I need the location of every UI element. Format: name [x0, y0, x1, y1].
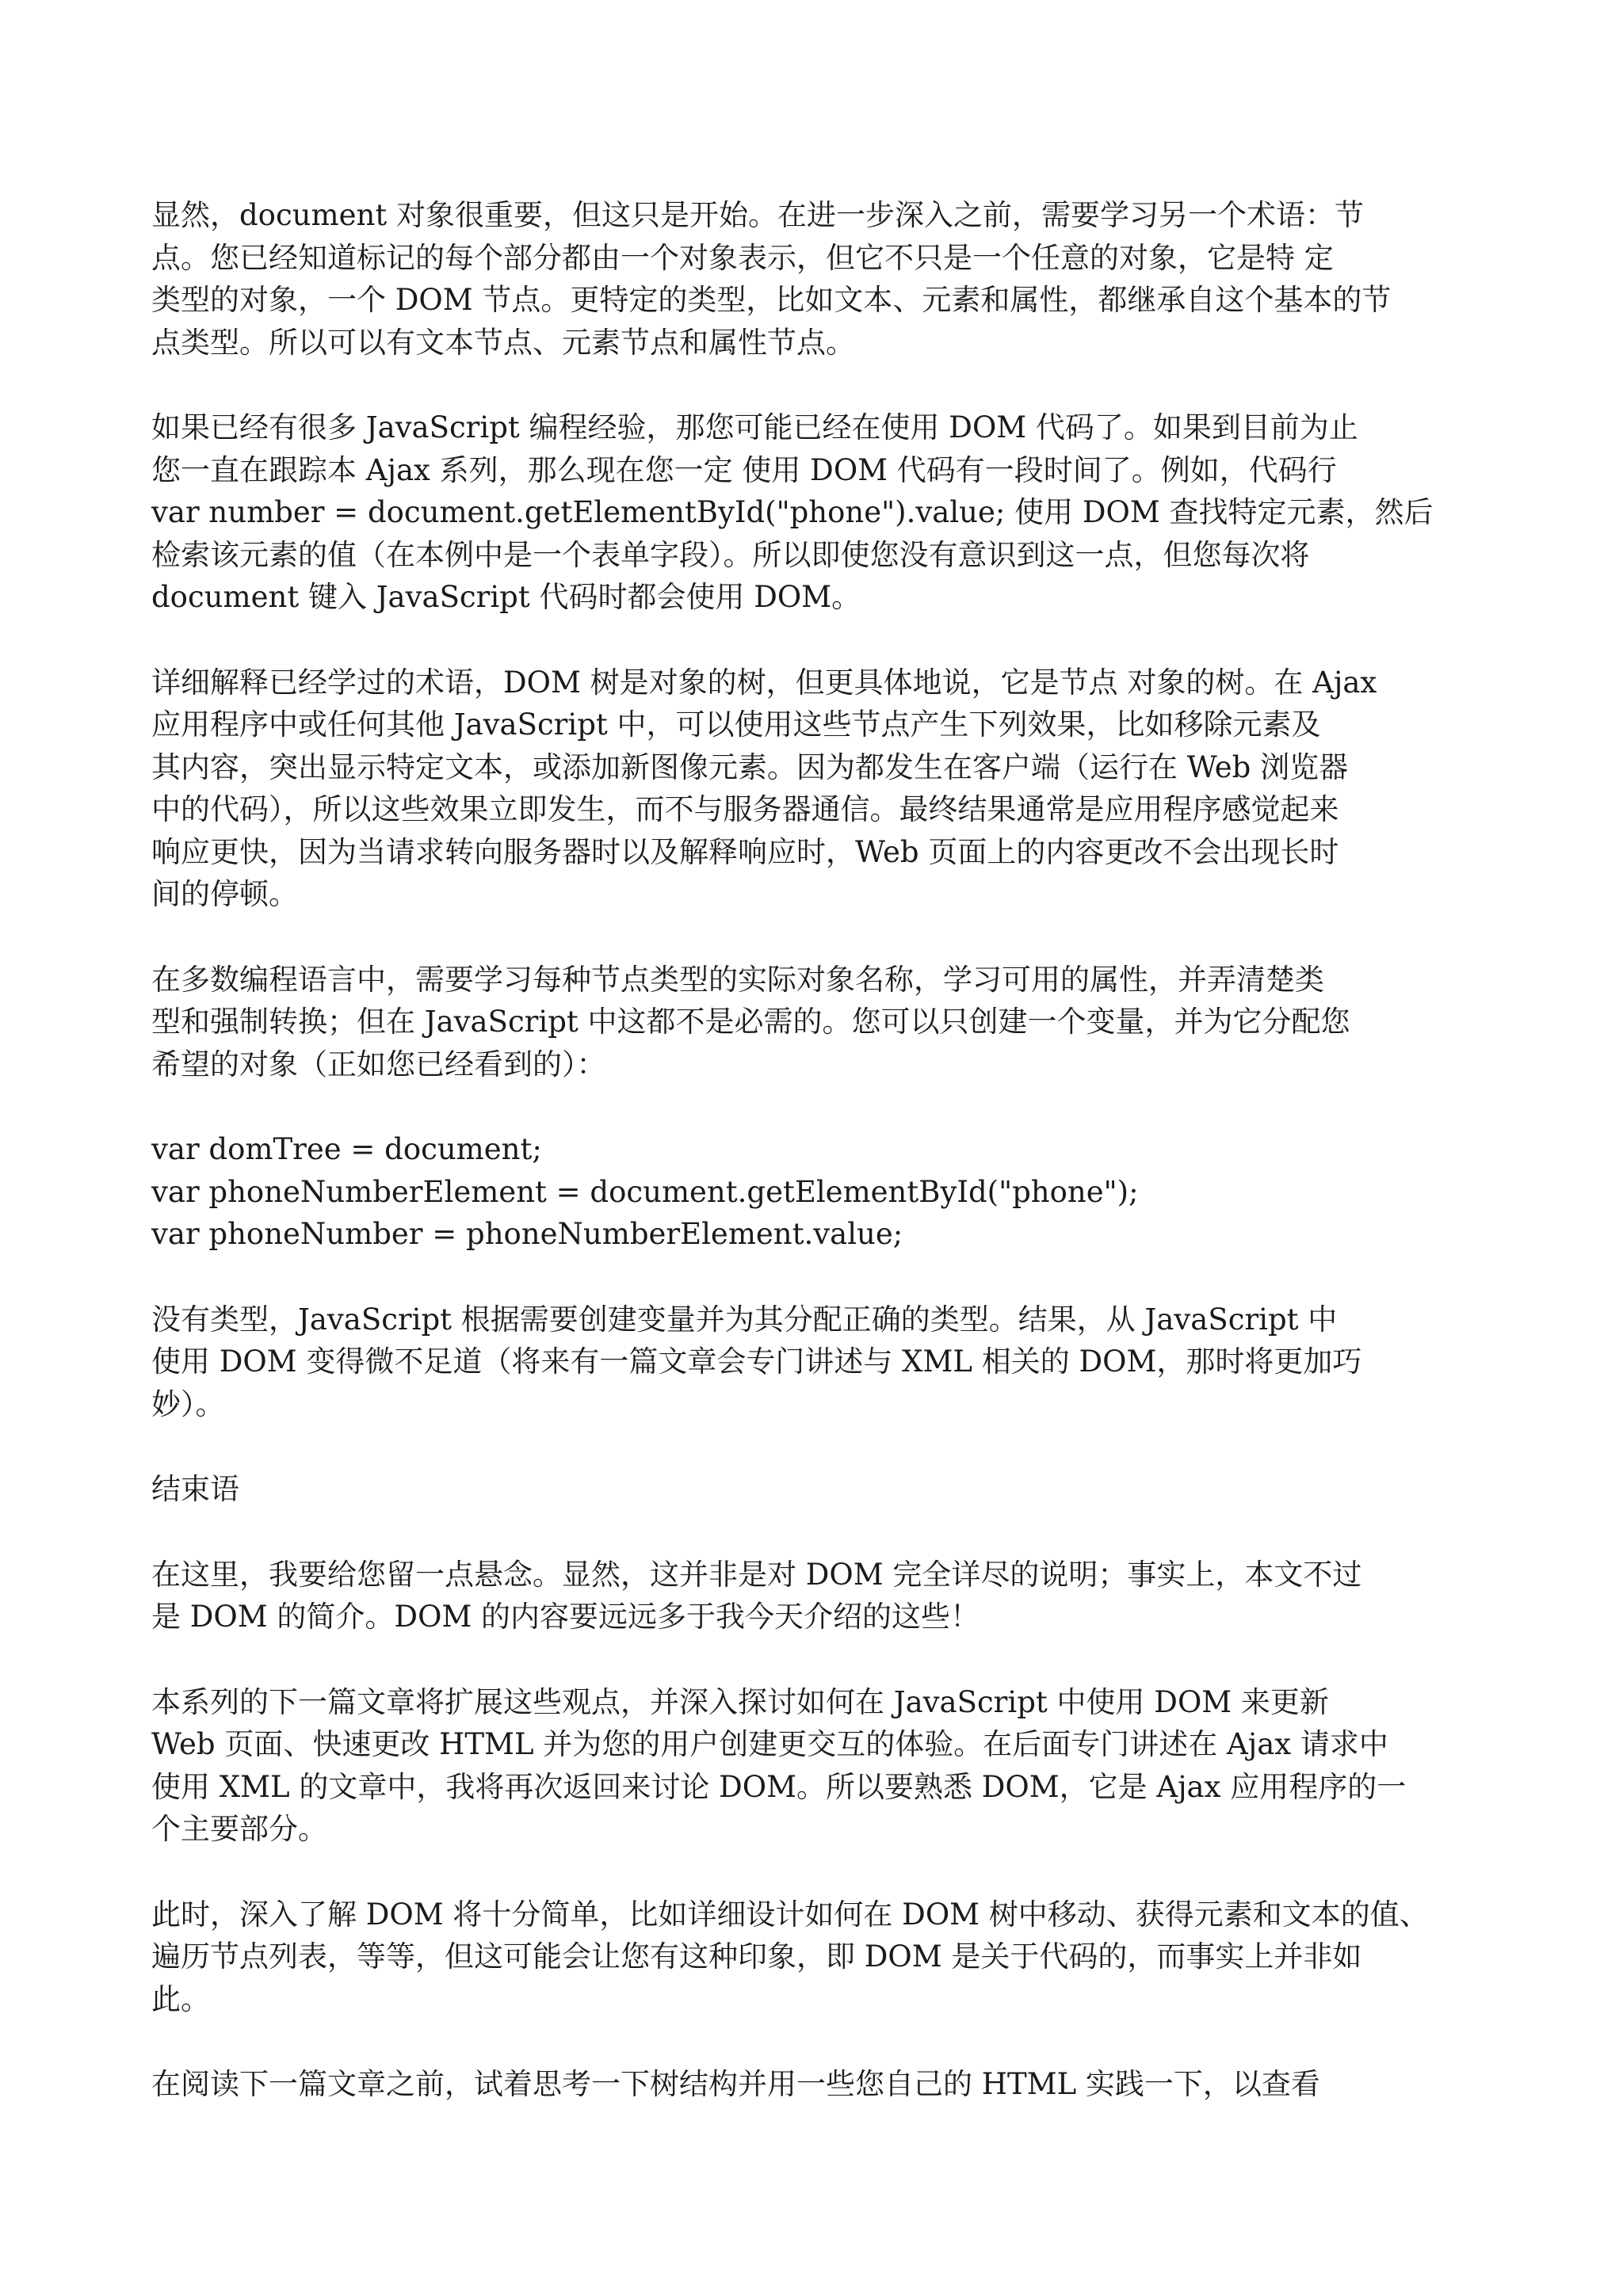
- text-line: 此。: [151, 1981, 210, 2016]
- text-line: 显然，document 对象很重要，但这只是开始。在进一步深入之前，需要学习另一个术语：节: [151, 198, 1364, 232]
- code-line: var phoneNumber = phoneNumberElement.value;: [151, 1217, 903, 1251]
- article-body: [151, 194, 1483, 2149]
- paragraph-next-article: [151, 1681, 1483, 1851]
- text-line: 型和强制转换；但在 JavaScript 中这都不是必需的。您可以只创建一个变量，并为它分配您: [151, 1005, 1350, 1039]
- text-line: 在多数编程语言中，需要学习每种节点类型的实际对象名称，学习可用的属性，并弄清楚类: [151, 962, 1324, 997]
- text-line: var number = document.getElementById("phone").value; 使用 DOM 查找特定元素，然后: [151, 495, 1434, 529]
- text-line: 间的停顿。: [151, 877, 298, 911]
- heading-text: 结束语: [151, 1472, 239, 1506]
- text-line: 希望的对象（正如您已经看到的）：: [151, 1047, 606, 1081]
- text-line: document 键入 JavaScript 代码时都会使用 DOM。: [151, 580, 861, 614]
- section-heading-conclusion: [151, 1468, 1483, 1511]
- code-line: var domTree = document;: [151, 1132, 542, 1166]
- code-line: var phoneNumberElement = document.getElementById("phone");: [151, 1174, 1139, 1209]
- text-line: 在这里，我要给您留一点悬念。显然，这并非是对 DOM 完全详尽的说明；事实上，本文不过: [151, 1557, 1362, 1592]
- paragraph-dom-not-just-code: [151, 1894, 1483, 2021]
- text-line: 妙）。: [151, 1386, 225, 1421]
- text-line: 点。您已经知道标记的每个部分都由一个对象表示，但它不只是一个任意的对象，它是特 定: [151, 240, 1334, 275]
- paragraph-dom-node-intro: [151, 194, 1483, 364]
- text-line: 是 DOM 的简介。DOM 的内容要远远多于我今天介绍的这些！: [151, 1600, 980, 1634]
- text-line: 详细解释已经学过的术语，DOM 树是对象的树，但更具体地说，它是节点 对象的树。在 Ajax: [151, 665, 1377, 700]
- paragraph-suspense: [151, 1554, 1483, 1638]
- text-line: 在阅读下一篇文章之前，试着思考一下树结构并用一些您自己的 HTML 实践一下，以查看: [151, 2067, 1320, 2101]
- text-line: 点类型。所以可以有文本节点、元素节点和属性节点。: [151, 325, 855, 360]
- paragraph-javascript-dom-usage: [151, 406, 1483, 619]
- text-line: 遍历节点列表，等等，但这可能会让您有这种印象，即 DOM 是关于代码的，而事实上并非如: [151, 1939, 1362, 1974]
- text-line: 您一直在跟踪本 Ajax 系列，那么现在您一定 使用 DOM 代码有一段时间了。例如，代码行: [151, 452, 1337, 487]
- paragraph-no-types: [151, 1299, 1483, 1426]
- text-line: 类型的对象，一个 DOM 节点。更特定的类型，比如文本、元素和属性，都继承自这个基本的节: [151, 283, 1392, 317]
- code-sample: [151, 1128, 1483, 1256]
- paragraph-before-next-article: [151, 2063, 1483, 2106]
- text-line: 检索该元素的值（在本例中是一个表单字段）。所以即使您没有意识到这一点，但您每次将: [151, 537, 1310, 572]
- paragraph-dom-tree-explained: [151, 662, 1483, 916]
- text-line: 应用程序中或任何其他 JavaScript 中，可以使用这些节点产生下列效果，比如移除元素及: [151, 707, 1321, 742]
- text-line: 如果已经有很多 JavaScript 编程经验，那您可能已经在使用 DOM 代码了。如果到目前为止: [151, 410, 1358, 444]
- text-line: 个主要部分。: [151, 1812, 327, 1846]
- text-line: 中的代码），所以这些效果立即发生，而不与服务器通信。最终结果通常是应用程序感觉起来: [151, 792, 1339, 826]
- text-line: 本系列的下一篇文章将扩展这些观点，并深入探讨如何在 JavaScript 中使用 DOM 来更新: [151, 1684, 1329, 1719]
- text-line: 使用 XML 的文章中，我将再次返回来讨论 DOM。所以要熟悉 DOM，它是 Ajax 应用程序的一: [151, 1769, 1407, 1804]
- text-line: 使用 DOM 变得微不足道（将来有一篇文章会专门讲述与 XML 相关的 DOM，那时将更加巧: [151, 1344, 1362, 1379]
- text-line: 其内容，突出显示特定文本，或添加新图像元素。因为都发生在客户端（运行在 Web 浏览器: [151, 749, 1349, 784]
- text-line: 此时，深入了解 DOM 将十分简单，比如详细设计如何在 DOM 树中移动、获得元素和文本的值、: [151, 1897, 1429, 1932]
- text-line: 没有类型，JavaScript 根据需要创建变量并为其分配正确的类型。结果，从 JavaScript 中: [151, 1302, 1338, 1337]
- paragraph-typing-in-javascript: [151, 959, 1483, 1086]
- text-line: Web 页面、快速更改 HTML 并为您的用户创建更交互的体验。在后面专门讲述在 Ajax 请求中: [151, 1727, 1388, 1761]
- text-line: 响应更快，因为当请求转向服务器时以及解释响应时，Web 页面上的内容更改不会出现长时: [151, 834, 1339, 869]
